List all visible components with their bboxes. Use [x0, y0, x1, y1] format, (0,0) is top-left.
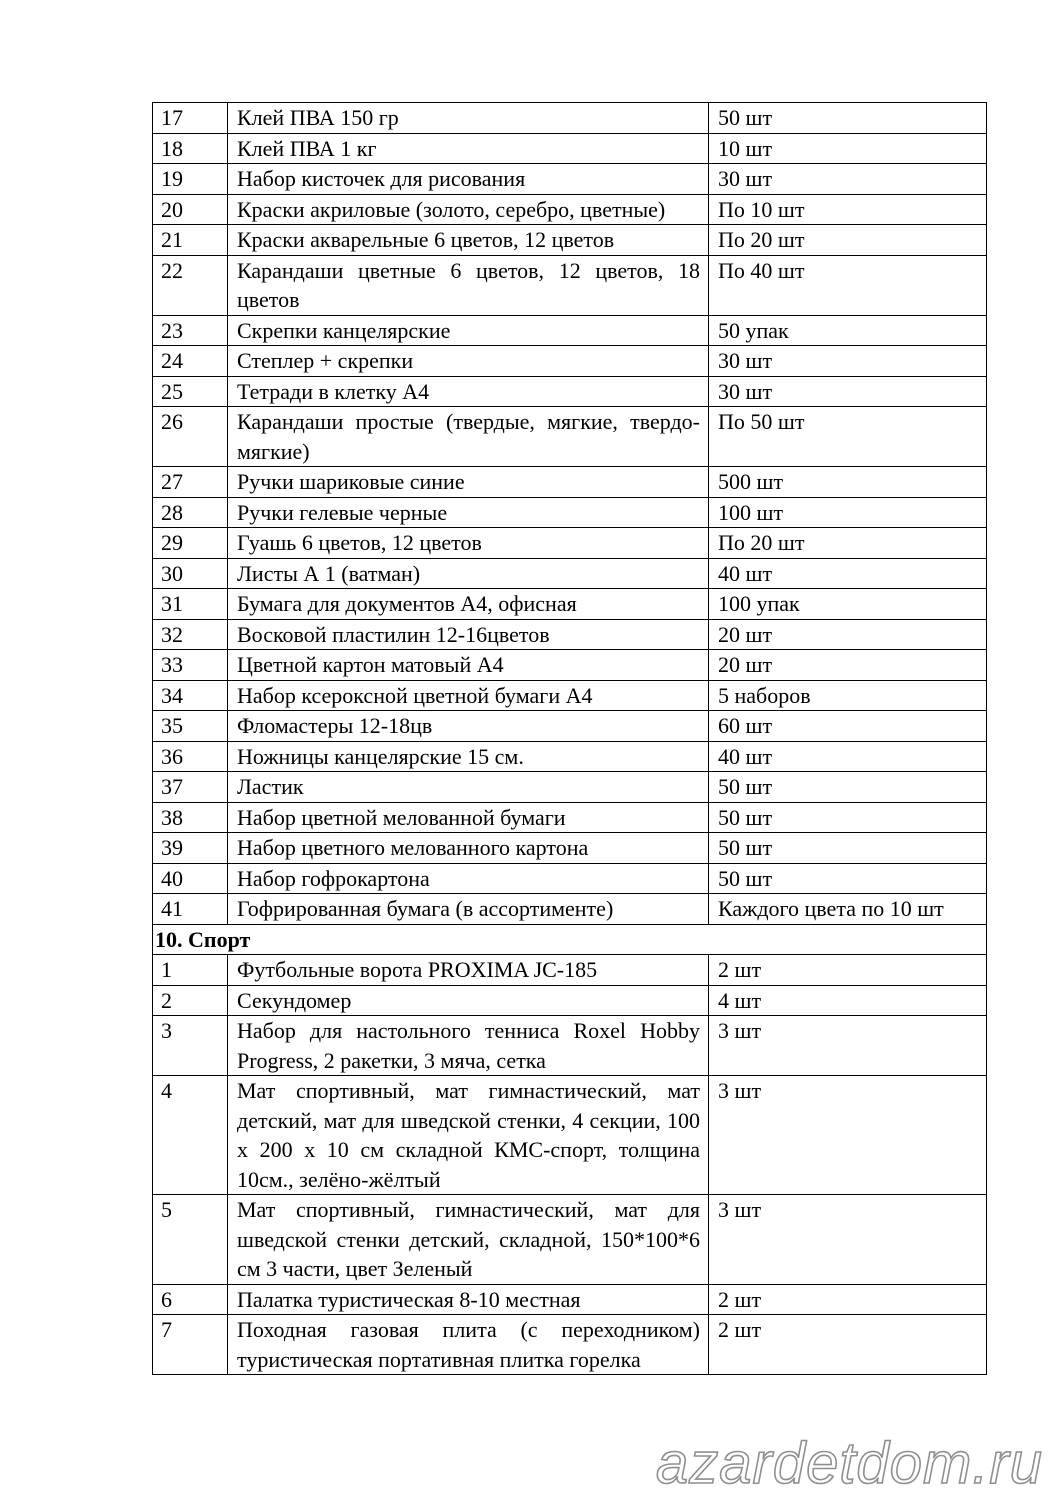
item-name: Мат спортивный, гимнастический, мат для шведской стенки детский, складной, 150*100*6 см 3 части, цвет Зеленый	[228, 1195, 709, 1285]
item-quantity: 20 шт	[709, 650, 987, 681]
item-number: 17	[153, 103, 228, 134]
table-row	[153, 894, 987, 925]
item-name: Ручки гелевые черные	[228, 497, 709, 528]
table-row	[153, 772, 987, 803]
item-name: Листы А 1 (ватман)	[228, 558, 709, 589]
item-quantity: По 50 шт	[709, 407, 987, 467]
section-row	[153, 924, 987, 955]
item-quantity: 3 шт	[709, 1195, 987, 1285]
table-row	[153, 1016, 987, 1076]
item-number: 1	[153, 955, 228, 986]
item-name: Набор для настольного тенниса Roxel Hobby Progress, 2 ракетки, 3 мяча, сетка	[228, 1016, 709, 1076]
item-quantity: 30 шт	[709, 346, 987, 377]
supplies-table-body	[153, 103, 987, 1375]
site-watermark: azardetdom.ru	[656, 1431, 1043, 1496]
item-name: Гофрированная бумага (в ассортименте)	[228, 894, 709, 925]
item-number: 41	[153, 894, 228, 925]
item-quantity: 500 шт	[709, 467, 987, 498]
item-name: Ручки шариковые синие	[228, 467, 709, 498]
table-row	[153, 1076, 987, 1195]
item-number: 28	[153, 497, 228, 528]
item-number: 31	[153, 589, 228, 620]
item-name: Набор цветной мелованной бумаги	[228, 802, 709, 833]
item-name: Набор ксероксной цветной бумаги А4	[228, 680, 709, 711]
item-number: 2	[153, 985, 228, 1016]
section-title: 10. Спорт	[153, 924, 987, 955]
table-row	[153, 985, 987, 1016]
item-quantity: 5 наборов	[709, 680, 987, 711]
table-row	[153, 346, 987, 377]
item-number: 22	[153, 255, 228, 315]
item-number: 3	[153, 1016, 228, 1076]
item-quantity: 100 шт	[709, 497, 987, 528]
item-name: Цветной картон матовый А4	[228, 650, 709, 681]
item-number: 36	[153, 741, 228, 772]
item-quantity: 100 упак	[709, 589, 987, 620]
item-name: Ластик	[228, 772, 709, 803]
table-row	[153, 315, 987, 346]
item-name: Краски акварельные 6 цветов, 12 цветов	[228, 225, 709, 256]
item-number: 37	[153, 772, 228, 803]
item-number: 33	[153, 650, 228, 681]
table-row	[153, 497, 987, 528]
item-quantity: 2 шт	[709, 955, 987, 986]
table-row	[153, 467, 987, 498]
item-quantity: 3 шт	[709, 1076, 987, 1195]
item-number: 32	[153, 619, 228, 650]
item-name: Походная газовая плита (с переходником) туристическая портативная плитка горелка	[228, 1315, 709, 1375]
item-number: 35	[153, 711, 228, 742]
item-quantity: 3 шт	[709, 1016, 987, 1076]
item-name: Набор гофрокартона	[228, 863, 709, 894]
table-row	[153, 194, 987, 225]
item-number: 19	[153, 164, 228, 195]
table-row	[153, 589, 987, 620]
item-number: 26	[153, 407, 228, 467]
item-quantity: 50 шт	[709, 863, 987, 894]
item-quantity: 20 шт	[709, 619, 987, 650]
item-name: Скрепки канцелярские	[228, 315, 709, 346]
item-number: 6	[153, 1284, 228, 1315]
item-quantity: По 40 шт	[709, 255, 987, 315]
table-row	[153, 133, 987, 164]
item-quantity: 50 шт	[709, 103, 987, 134]
item-quantity: 10 шт	[709, 133, 987, 164]
table-row	[153, 619, 987, 650]
item-number: 18	[153, 133, 228, 164]
item-name: Тетради в клетку А4	[228, 376, 709, 407]
item-quantity: 50 шт	[709, 772, 987, 803]
table-row	[153, 833, 987, 864]
table-row	[153, 164, 987, 195]
table-row	[153, 1284, 987, 1315]
table-row	[153, 103, 987, 134]
table-row	[153, 528, 987, 559]
item-quantity: 4 шт	[709, 985, 987, 1016]
item-name: Палатка туристическая 8-10 местная	[228, 1284, 709, 1315]
item-name: Бумага для документов А4, офисная	[228, 589, 709, 620]
item-number: 30	[153, 558, 228, 589]
item-name: Восковой пластилин 12-16цветов	[228, 619, 709, 650]
item-quantity: Каждого цвета по 10 шт	[709, 894, 987, 925]
table-row	[153, 1315, 987, 1375]
item-number: 20	[153, 194, 228, 225]
item-number: 23	[153, 315, 228, 346]
item-name: Фломастеры 12-18цв	[228, 711, 709, 742]
item-quantity: По 20 шт	[709, 225, 987, 256]
item-name: Секундомер	[228, 985, 709, 1016]
table-row	[153, 650, 987, 681]
item-name: Гуашь 6 цветов, 12 цветов	[228, 528, 709, 559]
item-quantity: 30 шт	[709, 376, 987, 407]
table-row	[153, 407, 987, 467]
item-name: Ножницы канцелярские 15 см.	[228, 741, 709, 772]
item-name: Клей ПВА 150 гр	[228, 103, 709, 134]
item-name: Набор кисточек для рисования	[228, 164, 709, 195]
table-row	[153, 711, 987, 742]
item-number: 24	[153, 346, 228, 377]
item-quantity: 30 шт	[709, 164, 987, 195]
item-number: 40	[153, 863, 228, 894]
item-number: 27	[153, 467, 228, 498]
table-row	[153, 741, 987, 772]
table-row	[153, 1195, 987, 1285]
item-number: 5	[153, 1195, 228, 1285]
item-number: 29	[153, 528, 228, 559]
item-number: 4	[153, 1076, 228, 1195]
item-quantity: По 20 шт	[709, 528, 987, 559]
item-number: 25	[153, 376, 228, 407]
item-quantity: 60 шт	[709, 711, 987, 742]
item-name: Футбольные ворота PROXIMA JC-185	[228, 955, 709, 986]
item-quantity: 50 шт	[709, 833, 987, 864]
item-name: Краски акриловые (золото, серебро, цветные)	[228, 194, 709, 225]
item-name: Карандаши цветные 6 цветов, 12 цветов, 18 цветов	[228, 255, 709, 315]
item-quantity: 2 шт	[709, 1315, 987, 1375]
item-name: Мат спортивный, мат гимнастический, мат детский, мат для шведской стенки, 4 секции, 100 х 200 х 10 см складной КМС-спорт, толщина 10см., зелёно-жёлтый	[228, 1076, 709, 1195]
item-name: Карандаши простые (твердые, мягкие, твердо-мягкие)	[228, 407, 709, 467]
table-row	[153, 863, 987, 894]
item-quantity: 2 шт	[709, 1284, 987, 1315]
table-row	[153, 680, 987, 711]
item-quantity: 40 шт	[709, 741, 987, 772]
item-name: Степлер + скрепки	[228, 346, 709, 377]
supplies-table	[152, 102, 987, 1375]
item-number: 34	[153, 680, 228, 711]
item-quantity: 50 упак	[709, 315, 987, 346]
table-row	[153, 255, 987, 315]
table-row	[153, 225, 987, 256]
table-row	[153, 955, 987, 986]
item-quantity: 40 шт	[709, 558, 987, 589]
item-number: 7	[153, 1315, 228, 1375]
table-row	[153, 558, 987, 589]
table-row	[153, 376, 987, 407]
item-quantity: 50 шт	[709, 802, 987, 833]
item-number: 38	[153, 802, 228, 833]
item-quantity: По 10 шт	[709, 194, 987, 225]
table-row	[153, 802, 987, 833]
item-number: 21	[153, 225, 228, 256]
item-number: 39	[153, 833, 228, 864]
item-name: Клей ПВА 1 кг	[228, 133, 709, 164]
item-name: Набор цветного мелованного картона	[228, 833, 709, 864]
